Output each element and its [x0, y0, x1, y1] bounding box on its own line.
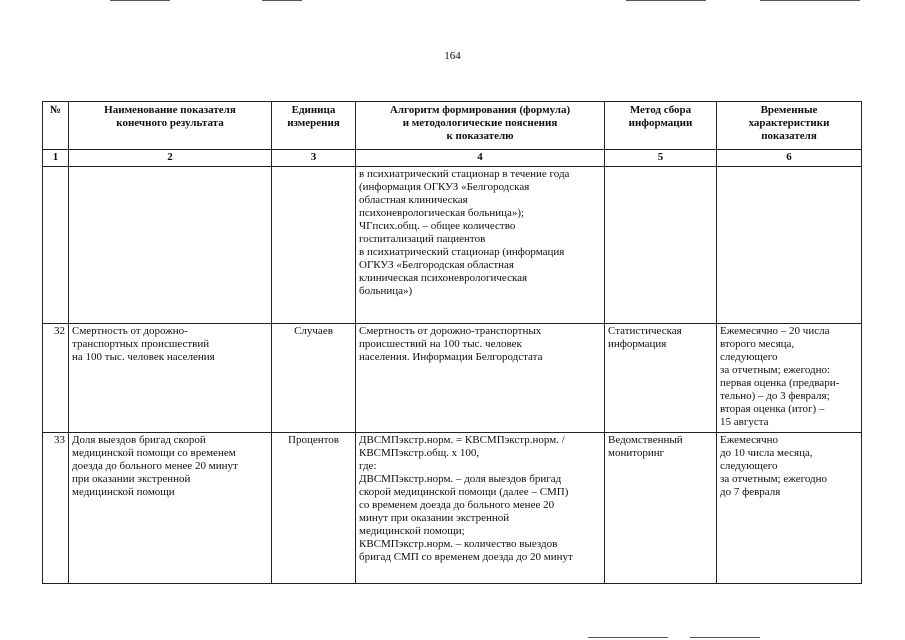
- column-number: 2: [69, 150, 272, 167]
- row-number: 32: [43, 324, 69, 433]
- algorithm: в психиатрический стационар в течение года (информация ОГКУЗ «Белгородская областная клиническая психоневрологическая больница»); ЧГпсих.общ. – общее количество госпитализаций пациентов в психиатрический стационар (информация ОГКУЗ «Белгородская областная клиническая психоневрологическая больница»): [356, 167, 605, 324]
- collection-method: [605, 167, 717, 324]
- indicator-name: [69, 167, 272, 324]
- algorithm: ДВСМПэкстр.норм. = КВСМПэкстр.норм. / КВСМПэкстр.общ. х 100, где: ДВСМПэкстр.норм. – доля выездов бригад скорой медицинской помощи (далее – СМП) со временем доезда до больного менее 20 минут при оказании экстренной медицинской помощи; КВСМПэкстр.норм. – количество выездов бригад СМП со временем доезда до 20 минут: [356, 433, 605, 584]
- timing: Ежемесячно – 20 числа второго месяца, следующего за отчетным; ежегодно: первая оценка (предвари- тельно) – до 3 февраля; вторая оценка (итог) – 15 августа: [717, 324, 862, 433]
- scan-edge-line: [626, 0, 706, 1]
- column-number: 5: [605, 150, 717, 167]
- timing: Ежемесячно до 10 числа месяца, следующего за отчетным; ежегодно до 7 февраля: [717, 433, 862, 584]
- column-number: 6: [717, 150, 862, 167]
- header-indicator-name: Наименование показателя конечного результата: [69, 102, 272, 150]
- row-number: [43, 167, 69, 324]
- scan-edge-line: [262, 0, 302, 1]
- indicator-name: Доля выездов бригад скорой медицинской помощи со временем доезда до больного менее 20 минут при оказании экстренной медицинской помощи: [69, 433, 272, 584]
- indicator-table: [42, 101, 862, 584]
- scan-edge-line: [760, 0, 860, 1]
- unit: Процентов: [272, 433, 356, 584]
- collection-method: Ведомственный мониторинг: [605, 433, 717, 584]
- unit: Случаев: [272, 324, 356, 433]
- table-row: [43, 433, 862, 584]
- header-timing: Временные характеристики показателя: [717, 102, 862, 150]
- indicator-name: Смертность от дорожно- транспортных происшествий на 100 тыс. человек населения: [69, 324, 272, 433]
- header-number: №: [43, 102, 69, 150]
- algorithm: Смертность от дорожно-транспортных происшествий на 100 тыс. человек населения. Информация Белгородстата: [356, 324, 605, 433]
- header-collection-method: Метод сбора информации: [605, 102, 717, 150]
- header-unit: Единица измерения: [272, 102, 356, 150]
- table-header-row: [43, 102, 862, 150]
- timing: [717, 167, 862, 324]
- unit: [272, 167, 356, 324]
- column-number: 1: [43, 150, 69, 167]
- page-number: 164: [444, 50, 461, 62]
- row-number: 33: [43, 433, 69, 584]
- scan-edge-line: [690, 637, 760, 638]
- scan-edge-line: [588, 637, 668, 638]
- column-number: 4: [356, 150, 605, 167]
- table-row: [43, 324, 862, 433]
- column-number-row: [43, 150, 862, 167]
- column-number: 3: [272, 150, 356, 167]
- collection-method: Статистическая информация: [605, 324, 717, 433]
- scan-edge-line: [110, 0, 170, 1]
- header-algorithm: Алгоритм формирования (формула) и методологические пояснения к показателю: [356, 102, 605, 150]
- table-row: [43, 167, 862, 324]
